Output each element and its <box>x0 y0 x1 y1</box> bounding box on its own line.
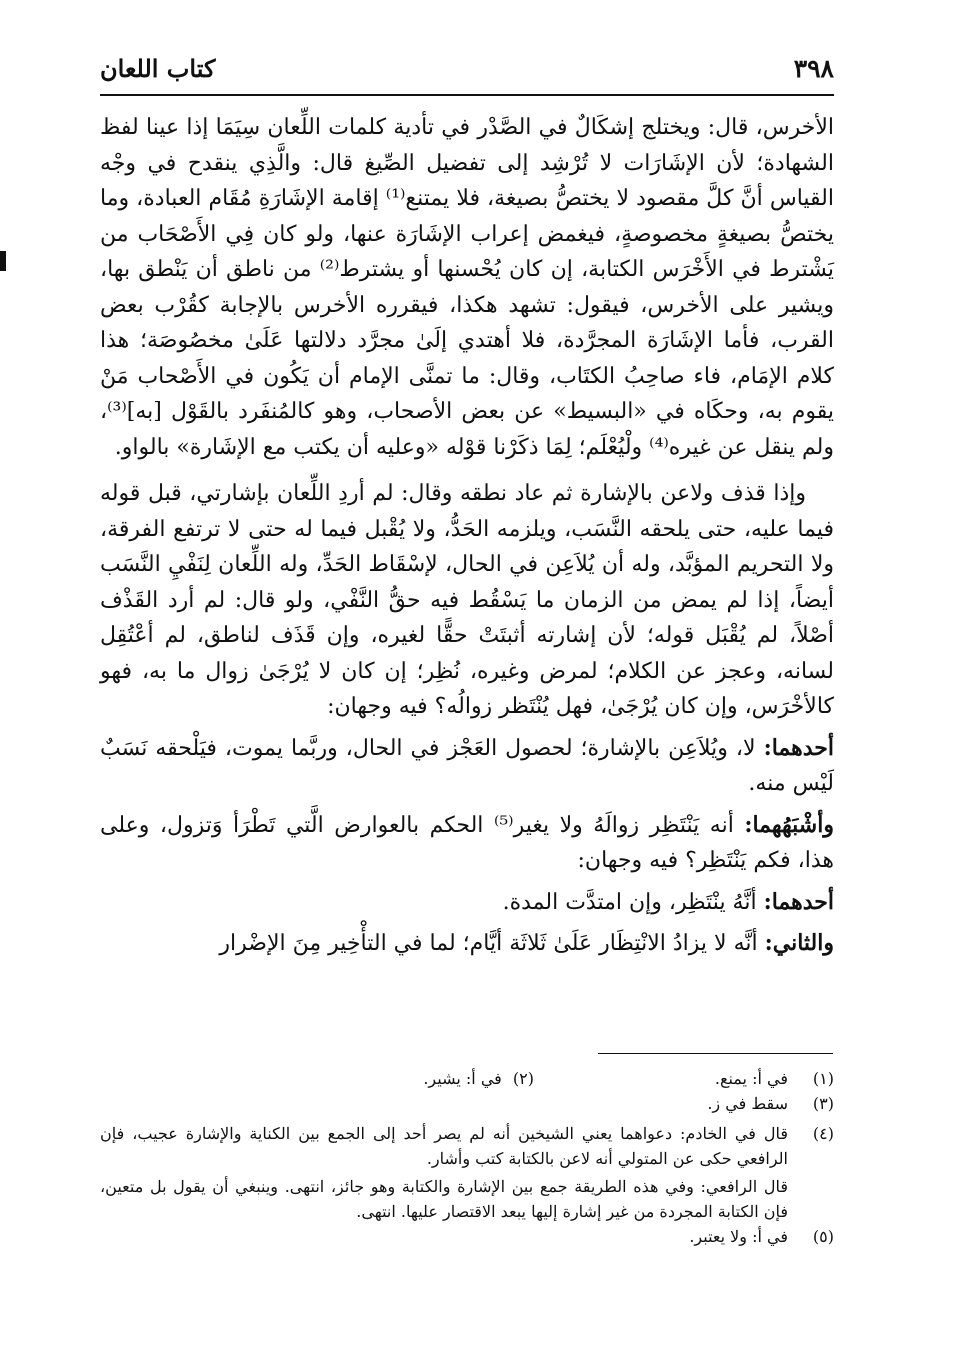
footnote-number: (٢) <box>512 1069 534 1088</box>
footnote-separator <box>598 1053 833 1054</box>
footnote-row <box>100 1066 834 1091</box>
case-label: والثاني: <box>764 930 834 956</box>
case-text: أنَّهُ ينْتَظِر، وإن امتدَّت المدة. <box>502 889 757 915</box>
case-label: وأشْبَهُهما: <box>744 811 834 838</box>
footnote-number: (٤) <box>812 1124 834 1143</box>
footnote-1 <box>534 1066 834 1091</box>
case-text: لا، ويُلاَعِن بالإشارة؛ لحصول العَجْز في الحال، وربَّما يموت، فيَلْحقه نَسَبٌ لَيْس منه. <box>100 735 834 796</box>
running-header <box>100 52 834 96</box>
book-title: كتاب اللعان <box>100 54 216 83</box>
case-item <box>100 808 834 879</box>
footnote-5 <box>100 1224 834 1249</box>
footnote-number: (١) <box>812 1069 834 1088</box>
case-item <box>100 731 834 802</box>
page-number: ٣٩٨ <box>793 54 834 83</box>
footnote-3 <box>100 1091 834 1116</box>
footnote-text: سقط في ز. <box>707 1094 788 1113</box>
paragraph: الأخرس، قال: ويختلج إشكَالٌ في الصَّدْر في تأدية كلمات اللِّعان سِيَمَا إذا عينا لفظ الشهادة؛ لأن الإشَارَات لا تُرْشِد إلى تفضيل الصِّيغ قال: والَّذِي ينقدح في وجْه القياس أنَّ كلَّ مقصود لا يختصُّ بصيغة، فلا يمتنع⁽¹⁾ إقامة الإشَارَةِ مُقَام العبادة، وما يختصُّ بصيغةٍ مخصوصةٍ، فيغمض إعراب الإشَارَة عنها، ولو كان فِي الأَصْحَاب من يَشْترط في الأَخْرَس الكتابة، إن كان يُحْسنها أو يشترط⁽²⁾ من ناطق أن يَنْطق بها، ويشير على الأخرس، فيقول: تشهد هكذا، فيقرره الأخرس بالإجابة كقُرْب بعض القرب، فأما الإشَارَة المجرَّدة، فلا أهتدي إلَىٰ مجرَّد دلالتها عَلَىٰ مخصُوصَة؛ هذا كلام الإمَام، فاء صاحِبُ الكتَاب، وقال: ما تمنَّى الإمام أن يَكُون في الأَصْحاب مَنْ يقوم به، وحكَاه في «البسيط» عن بعض الأصحاب، وهو كالمُنفَرد بالقَوْل [به]⁽³⁾، ولم ينقل عن غيره⁽⁴⁾ ولْيُعْلَم؛ لِمَا ذكَرْنا قوْله «وعليه أن يكتب مع الإشَارة» بالواو. <box>100 115 835 460</box>
main-text <box>100 110 834 962</box>
case-item <box>100 926 834 962</box>
case-item <box>100 885 834 921</box>
footnote-number: (٣) <box>812 1094 834 1113</box>
case-text: أنه يَنْتَظِر زوالَهُ ولا يغير⁽⁵⁾ الحكم بالعوارض الَّتي تَطْرَأ وَتزول، وعلى هذا، فكم يَنْتَظِر؟ فيه وجهان: <box>100 812 834 873</box>
margin-marker <box>0 251 6 271</box>
footnote-4 <box>100 1121 834 1171</box>
footnote-text: قال في الخادم: دعواهما يعني الشيخين أنه لم يصر أحد إلى الجمع بين الكناية والإشارة عجيب، فإن الرافعي حكى عن المتولي أنه لاعن بالكتابة كتب وأشار. <box>100 1124 788 1168</box>
footnote-4-continuation: قال الرافعي: وفي هذه الطريقة جمع بين الإشارة والكتابة وهو جائز، انتهى. وينبغي أن يقول بل متعين، فإن الكتابة المجردة من غير إشارة إليها يبعد الاقتصار عليها. انتهى. <box>100 1177 788 1221</box>
footnotes <box>100 1066 834 1249</box>
case-text: أنَّه لا يزادُ الانْتِظَار عَلَىٰ ثَلاثَة أيَّام؛ لما في التأْخِير مِنَ الإضْرار <box>219 931 758 956</box>
case-label: أحدهما: <box>763 888 834 915</box>
footnote-2 <box>234 1066 534 1091</box>
footnote-text: في أ: ولا يعتبر. <box>689 1227 788 1246</box>
case-label: أحدهما: <box>763 734 835 761</box>
paragraph: وإذا قذف ولاعن بالإشارة ثم عاد نطقه وقال: لم أردِ اللِّعان بإشارتي، قبل قوله فيما عليه، حتى يلحقه النَّسَب، ويلزمه الحَدُّ، ولا يُقْبل فيما له حتى لا ترتفع الفرقة، ولا التحريم المؤبَّد، وله أن يُلاَعِن في الحال، لإسْقَاط الحَدِّ، وله اللِّعان لِنَفْيِ النَّسَب أيضاً، إذا لم يمض من الزمان ما يَسْقُط فيه حقُّ النَّفْي، ولو قال: لم أرد القَذْف أصْلاً، لم يُقْبَل قوله؛ لأن إشارته أثبتَتْ حقًّا لغيره، وإن قَذَف لناطق، لم أعْتُقِل لسانه، وعجز عن الكلام؛ لمرض وغيره، نُظِر؛ إن كان لا يُرْجَىٰ زوال ما به، فهو كالأخْرَس، وإن كان يُرْجَىٰ، فهل يُنْتَظر زوالُه؟ فيه وجهان: <box>100 481 834 719</box>
footnote-number: (٥) <box>812 1227 834 1246</box>
footnote-text: في أ: يمنع. <box>714 1069 788 1088</box>
footnote-text: في أ: يشير. <box>423 1069 502 1088</box>
